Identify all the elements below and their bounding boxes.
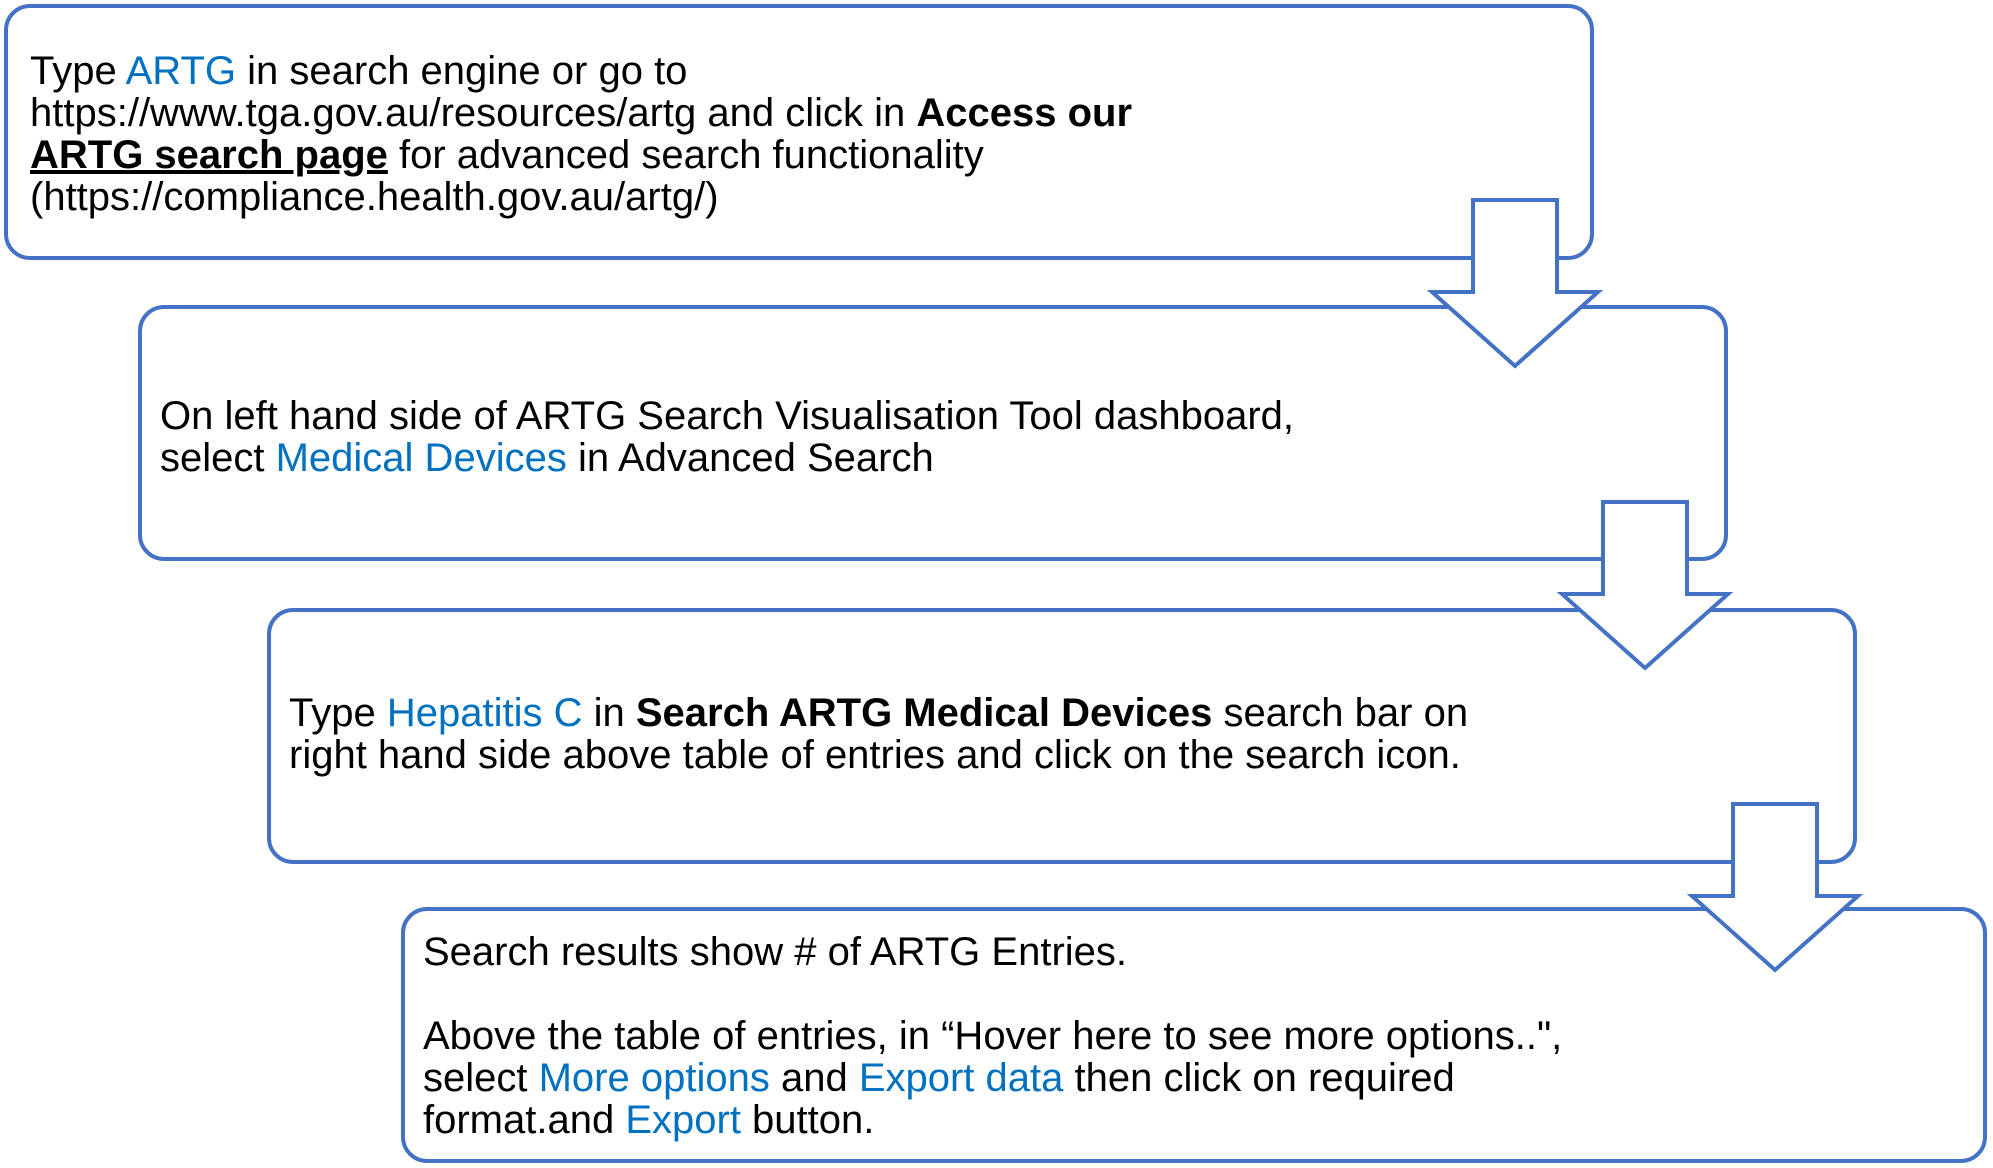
down-arrow-icon <box>1560 500 1730 670</box>
step-4-line-3: select More options and Export data then click on required <box>423 1056 1455 1100</box>
artg-search-page-link: ARTG search page <box>30 133 388 177</box>
step-2-line-2: select Medical Devices in Advanced Search <box>160 436 934 480</box>
step-1-box <box>4 4 1594 260</box>
hepatitis-c-highlight: Hepatitis C <box>386 691 583 735</box>
step-1-line-1: Type ARTG in search engine or go to <box>30 49 688 93</box>
export-data-highlight: Export data <box>858 1056 1064 1100</box>
access-our-bold: Access our <box>916 91 1133 135</box>
step-4-line-4: format.and Export button. <box>423 1098 875 1142</box>
export-highlight: Export <box>625 1098 741 1142</box>
step-4-line-2: Above the table of entries, in “Hover here to see more options..", <box>423 1014 1563 1058</box>
step-3-line-1: Type Hepatitis C in Search ARTG Medical Devices search bar on <box>289 691 1469 735</box>
more-options-highlight: More options <box>538 1056 770 1100</box>
step-1-line-4: (https://compliance.health.gov.au/artg/) <box>30 175 719 219</box>
artg-highlight: ARTG <box>125 49 237 93</box>
down-arrow-shape <box>1432 200 1598 366</box>
down-arrow-icon <box>1690 802 1860 972</box>
step-2-line-1: On left hand side of ARTG Search Visualisation Tool dashboard, <box>160 394 1295 438</box>
step-4-line-1: Search results show # of ARTG Entries. <box>423 930 1128 974</box>
step-3-line-2: right hand side above table of entries and click on the search icon. <box>289 733 1461 777</box>
down-arrow-shape <box>1692 804 1858 970</box>
down-arrow-shape <box>1562 502 1728 668</box>
medical-devices-highlight: Medical Devices <box>275 436 567 480</box>
down-arrow-icon <box>1430 198 1600 368</box>
step-1-line-2: https://www.tga.gov.au/resources/artg and click in Access our <box>30 91 1133 135</box>
step-1-line-3: ARTG search page for advanced search functionality <box>30 133 984 177</box>
search-bar-name-bold: Search ARTG Medical Devices <box>635 691 1213 735</box>
step-4-paragraph-gap <box>423 973 1963 1015</box>
